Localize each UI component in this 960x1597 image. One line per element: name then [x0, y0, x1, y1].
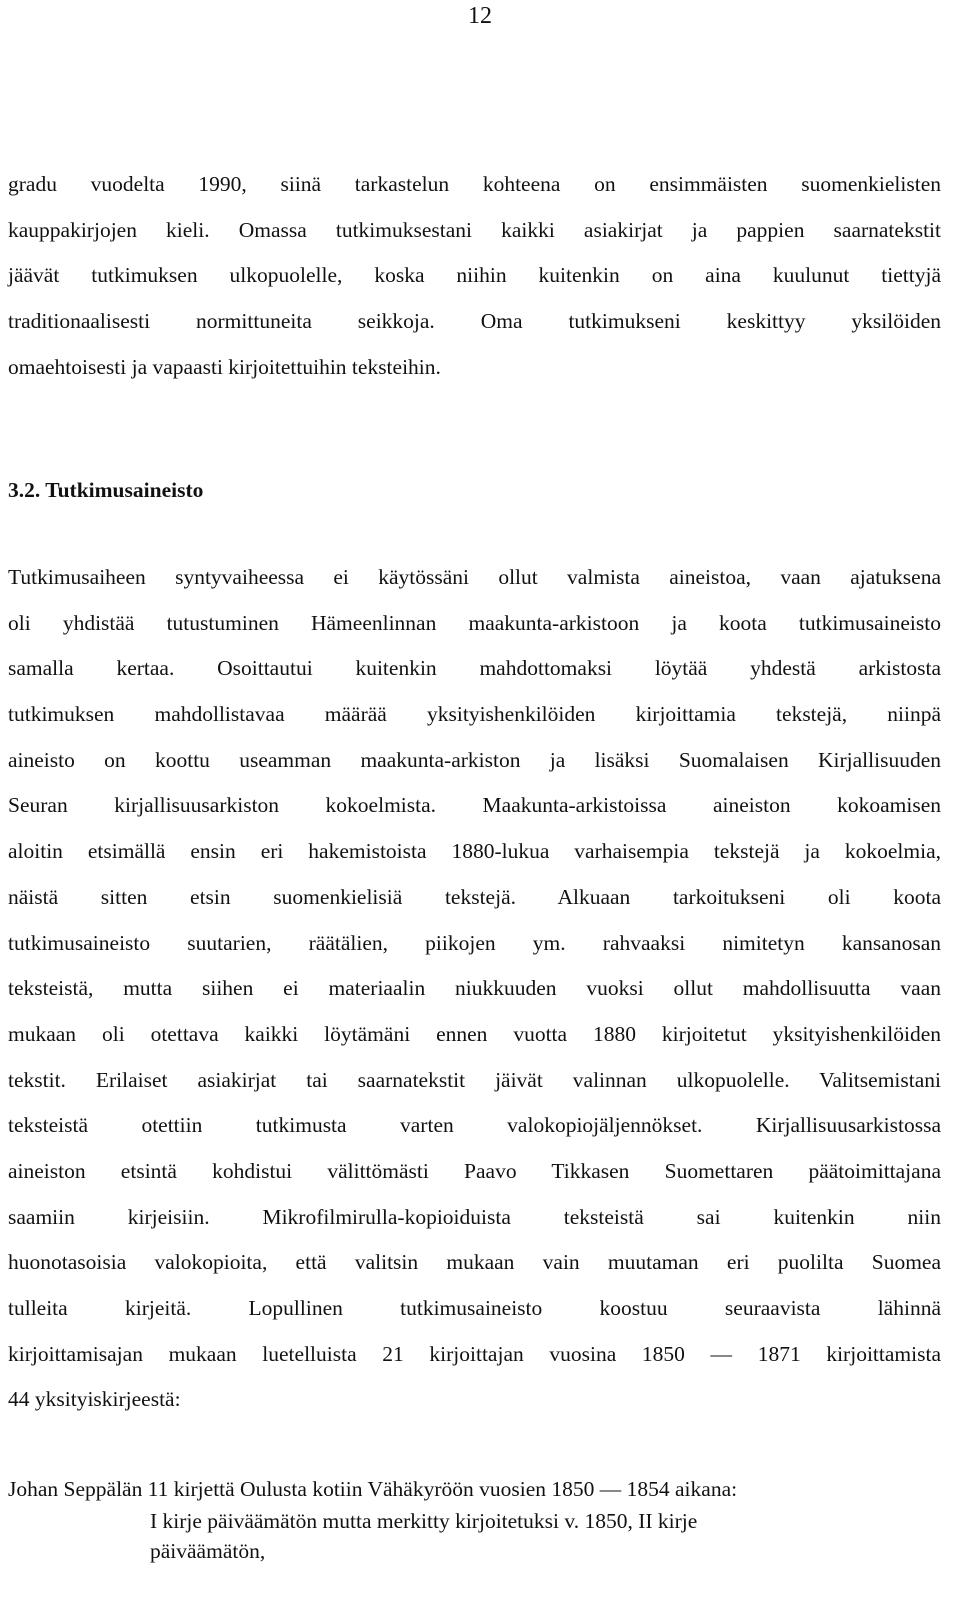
letter-list — [8, 1472, 941, 1566]
text-line: jäävät tutkimuksen ulkopuolelle, koska niihin kuitenkin on aina kuulunut tiettyjä — [8, 263, 941, 288]
text-line: tekstit. Erilaiset asiakirjat tai saarnatekstit jäivät valinnan ulkopuolelle. Valitsemistani — [8, 1067, 941, 1092]
text-line: tutkimuksen mahdollistavaa määrää yksityishenkilöiden kirjoittamia tekstejä, niinpä — [8, 702, 941, 727]
list-item: I kirje päiväämätön mutta merkitty kirjoitetuksi v. 1850, II kirje — [150, 1509, 698, 1533]
text-line: saamiin kirjeisiin. Mikrofilmirulla-kopioiduista teksteistä sai kuitenkin niin — [8, 1204, 941, 1229]
text-line: Tutkimusaiheen syntyvaiheessa ei käytössäni ollut valmista aineistoa, vaan ajatuksena — [8, 565, 941, 589]
text-line: näistä sitten etsin suomenkielisiä tekstejä. Alkuaan tarkoitukseni oli koota — [8, 884, 941, 909]
text-line: oli yhdistää tutustuminen Hämeenlinnan maakunta-arkistoon ja koota tutkimusaineisto — [8, 610, 941, 635]
text-line: aloitin etsimällä ensin eri hakemistoista 1880-lukua varhaisempia tekstejä ja kokoelmia, — [8, 839, 941, 864]
list-title: Johan Seppälän 11 kirjettä Oulusta kotiin Vähäkyröön vuosien 1850 — 1854 aikana: — [8, 1477, 738, 1501]
text-line: omaehtoisesti ja vapaasti kirjoitettuihin teksteihin. — [8, 354, 441, 379]
text-line: teksteistä, mutta siihen ei materiaalin niukkuuden vuoksi ollut mahdollisuutta vaan — [8, 976, 941, 1001]
text-line: traditionaalisesti normittuneita seikkoja. Oma tutkimukseni keskittyy yksilöiden — [8, 309, 941, 334]
text-line: 44 yksityiskirjeestä: — [8, 1387, 181, 1412]
page-number: 12 — [468, 3, 492, 29]
text-line: samalla kertaa. Osoittautui kuitenkin mahdottomaksi löytää yhdestä arkistosta — [8, 656, 941, 681]
list-item: päiväämätön, — [150, 1539, 266, 1563]
text-line: aineisto on koottu useamman maakunta-arkiston ja lisäksi Suomalaisen Kirjallisuuden — [8, 747, 941, 772]
text-line: mukaan oli otettava kaikki löytämäni ennen vuotta 1880 kirjoitetut yksityishenkilöiden — [8, 1021, 941, 1046]
text-line: kauppakirjojen kieli. Omassa tutkimuksestani kaikki asiakirjat ja pappien saarnatekstit — [8, 217, 941, 242]
text-line: gradu vuodelta 1990, siinä tarkastelun kohteena on ensimmäisten suomenkielisten — [8, 172, 941, 196]
text-line: tulleita kirjeitä. Lopullinen tutkimusaineisto koostuu seuraavista lähinnä — [8, 1296, 941, 1320]
text-line: Seuran kirjallisuusarkiston kokoelmista. Maakunta-arkistoissa aineiston kokoamisen — [8, 793, 941, 818]
section-heading: 3.2. Tutkimusaineisto — [8, 478, 204, 502]
text-line: tutkimusaineisto suutarien, räätälien, piikojen ym. rahvaaksi nimitetyn kansanosan — [8, 930, 941, 955]
intro-paragraph — [8, 162, 941, 390]
text-line: kirjoittamisajan mukaan luetelluista 21 kirjoittajan vuosina 1850 — 1871 kirjoittamista — [8, 1341, 941, 1366]
text-line: teksteistä otettiin tutkimusta varten valokopiojäljennökset. Kirjallisuusarkistossa — [8, 1113, 941, 1138]
text-line: huonotasoisia valokopioita, että valitsin mukaan vain muutaman eri puolilta Suomea — [8, 1250, 941, 1275]
body-paragraph — [8, 555, 941, 1423]
text-line: aineiston etsintä kohdistui välittömästi Paavo Tikkasen Suomettaren päätoimittajana — [8, 1158, 941, 1183]
